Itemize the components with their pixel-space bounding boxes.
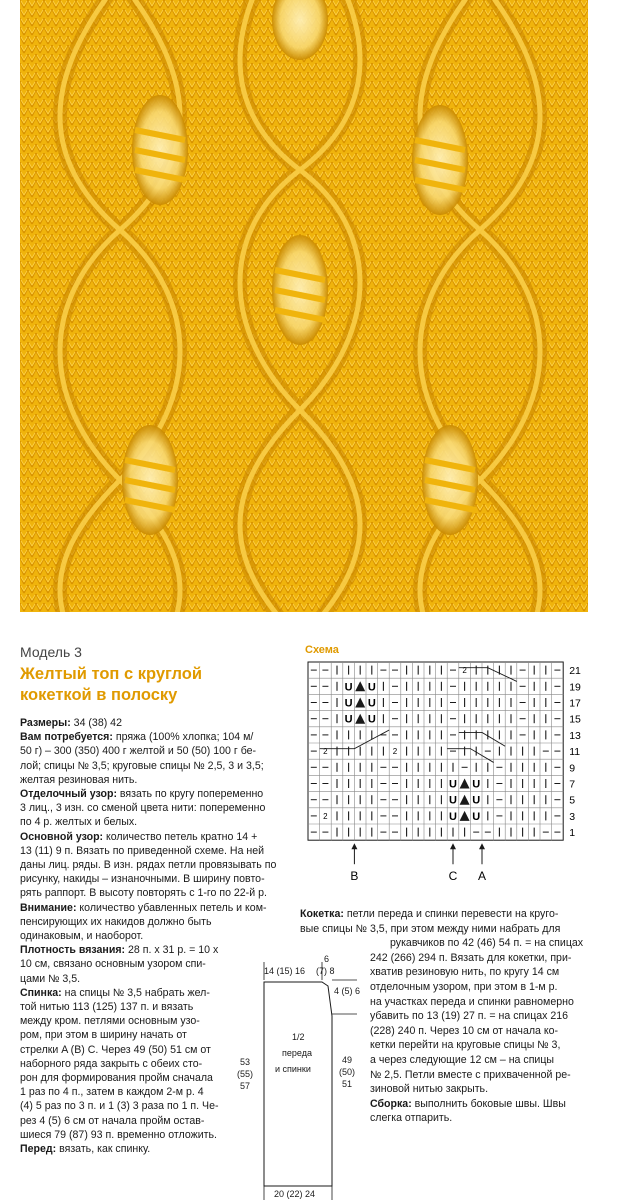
- text-line: количество петель кратно 14 +: [103, 830, 258, 843]
- row-number: 1: [569, 827, 576, 840]
- arrow-label-a: A: [477, 869, 487, 884]
- assembly-label: Сборка:: [370, 1097, 412, 1110]
- materials-label: Вам потребуется:: [20, 731, 113, 744]
- arrow-label-c: C: [448, 869, 458, 884]
- density-label: Плотность вязания:: [20, 944, 126, 957]
- cable-symbol: 2: [323, 811, 328, 821]
- yarn-over-symbol: U: [472, 778, 481, 791]
- text-line: между кром. петлями основным узо-: [20, 1015, 200, 1028]
- measure-armhole: 4 (5) 6: [334, 986, 361, 996]
- text-line: кетки перейти на круговые спицы № 3,: [370, 1039, 561, 1052]
- arrow-head: [351, 843, 357, 849]
- text-line: вязать по кругу попеременно: [116, 788, 264, 801]
- text-line: слегка отпарить.: [370, 1112, 453, 1125]
- row-number: 5: [569, 794, 576, 807]
- front-text: вязать, как спинку.: [56, 1143, 151, 1156]
- cable-symbol: 2: [392, 747, 398, 757]
- text-line: 3 лиц., 3 изн. со сменой цвета нити: попеременно: [20, 802, 266, 815]
- yoke-label: Кокетка:: [300, 908, 344, 920]
- row-number: 13: [569, 729, 581, 742]
- pattern-label-line: 1/2: [292, 1032, 305, 1042]
- text-line: рон для формирования пройм сначала: [20, 1072, 213, 1085]
- text-line: желтая резиновая нить.: [20, 773, 138, 786]
- yarn-over-symbol: U: [344, 713, 353, 726]
- sizes-label: Размеры:: [20, 717, 71, 729]
- measure-shoulder-b: (7) 8: [316, 966, 335, 976]
- text-line: рисунку, накиды – изнаночными. В ширину повто-: [20, 873, 265, 886]
- yarn-over-symbol: U: [367, 713, 376, 726]
- back-paragraph: [20, 986, 225, 1142]
- text-line: рять раппорт. В высоту повторять с 1-го по 22-й р.: [20, 887, 267, 900]
- arrow-head: [479, 843, 485, 849]
- measure-left-a: 53: [240, 1057, 251, 1067]
- text-line: на спицы № 3,5 набрать жел-: [61, 986, 210, 999]
- text-line: 50 г) – 300 (350) 400 г желтой и 50 (50) 100 г бе-: [20, 745, 257, 758]
- garment-schematic: [232, 950, 367, 1200]
- row-number: 11: [569, 746, 581, 759]
- text-line: 10 см, связано основным узором спи-: [20, 958, 206, 971]
- swatch-photo: [20, 0, 588, 612]
- text-line: по 4 р. желтых и белых.: [20, 816, 138, 829]
- text-line: выполнить боковые швы. Швы: [411, 1097, 566, 1110]
- text-line: количество убавленных петель и ком-: [76, 901, 267, 914]
- measure-shoulder-a: 6: [324, 954, 330, 964]
- text-line: пряжа (100% хлопка; 104 м/: [112, 731, 254, 744]
- row-number: 9: [569, 762, 576, 775]
- text-line: (4) 5 раз по 3 п. и 1 (3) 3 раза по 1 п. Че-: [20, 1100, 219, 1113]
- sizes-paragraph: [20, 716, 292, 730]
- cable-symbol: 2: [323, 747, 328, 757]
- knit-texture-image: [20, 0, 588, 612]
- text-line: вые спицы № 3,5, при этом между ними набрать для: [300, 922, 561, 935]
- text-line: стрелки A (B) C. Через 49 (50) 51 см от: [20, 1043, 211, 1056]
- yarn-over-symbol: U: [449, 810, 457, 823]
- attention-label: Внимание:: [20, 901, 77, 914]
- text-line: пенсирующих их накидов должно быть: [20, 915, 212, 928]
- materials-paragraph: [20, 730, 292, 787]
- main-label: Основной узор:: [20, 830, 104, 843]
- measure-left-b: (55): [237, 1069, 254, 1079]
- page-title: [20, 664, 280, 706]
- pattern-outline: [264, 982, 332, 1186]
- finish-label: Отделочный узор:: [20, 788, 117, 801]
- yarn-over-symbol: U: [449, 778, 457, 791]
- row-number: 21: [569, 665, 581, 678]
- yarn-over-symbol: U: [344, 697, 353, 710]
- text-line: цами № 3,5.: [20, 972, 81, 985]
- text-line: наборного ряда закрыть с обеих сто-: [20, 1057, 203, 1070]
- measure-bottom-width: 20 (22) 24: [274, 1189, 316, 1199]
- title-line: Желтый топ с круглой: [20, 665, 202, 683]
- yarn-over-symbol: U: [449, 794, 457, 807]
- text-line: № 2,5. Петли вместе с прихваченной ре-: [370, 1068, 571, 1081]
- scheme-label: Схема: [305, 644, 339, 656]
- measure-top-width: 14 (15) 16: [264, 966, 306, 976]
- yarn-over-symbol: U: [367, 681, 376, 694]
- text-line: отделочным узором, при этом в 1-м р.: [370, 980, 558, 993]
- model-number: Модель 3: [20, 644, 82, 660]
- back-label: Спинка:: [20, 986, 62, 999]
- text-line: петли переда и спинки перевести на круго-: [343, 908, 559, 920]
- measure-right-b: (50): [339, 1067, 356, 1077]
- measure-right-a: 49: [342, 1055, 353, 1065]
- knitting-chart: [300, 658, 590, 886]
- arrow-label-b: B: [350, 869, 359, 884]
- text-line: той нитью 113 (125) 137 п. и вязать: [20, 1001, 194, 1014]
- text-line: 242 (266) 294 п. Вязать для кокетки, при-: [370, 951, 572, 964]
- text-line: ром, при этом в ширину начать от: [20, 1029, 187, 1042]
- front-label: Перед:: [20, 1143, 57, 1156]
- text-line: 1 раз по 4 п., затем в каждом 2-м р. 4: [20, 1086, 204, 1099]
- sizes-text: 34 (38) 42: [70, 717, 122, 729]
- row-number: 3: [569, 810, 576, 823]
- text-line: на участках переда и спинки равномерно: [370, 995, 574, 1008]
- row-number: 17: [569, 697, 581, 710]
- pattern-label-line: и спинки: [275, 1064, 311, 1074]
- yarn-over-symbol: U: [367, 697, 376, 710]
- text-line: 28 п. x 31 р. = 10 x: [125, 944, 219, 957]
- text-line: лой; спицы № 3,5; круговые спицы № 2,5, 3 и 3,5;: [20, 759, 264, 772]
- measure-left-c: 57: [240, 1081, 251, 1091]
- cable-symbol: 2: [462, 666, 467, 676]
- finish-pattern-paragraph: [20, 787, 292, 830]
- row-number: 15: [569, 713, 581, 726]
- text-line: шиеся 79 (87) 93 п. временно отложить.: [20, 1128, 217, 1141]
- text-line: зиновой нитью закрыть.: [370, 1083, 489, 1096]
- title-line: кокеткой в полоску: [20, 686, 178, 704]
- row-number: 7: [569, 778, 576, 791]
- pattern-label-line: переда: [282, 1048, 312, 1058]
- attention-paragraph: [20, 901, 292, 944]
- yarn-over-symbol: U: [472, 810, 481, 823]
- text-line: даны лиц. ряды. В изн. рядах петли провязывать по: [20, 859, 277, 872]
- text-line: рез 4 (5) 6 см от начала пройм остав-: [20, 1114, 205, 1127]
- text-line: хватив резиновую нить, по кругу 14 см: [370, 966, 560, 979]
- arrow-head: [450, 843, 456, 849]
- text-line: (228) 240 п. Через 10 см от начала ко-: [370, 1024, 559, 1037]
- text-line: а через следующие 12 см – на спицы: [370, 1053, 555, 1066]
- main-pattern-paragraph: [20, 830, 292, 901]
- measure-right-c: 51: [342, 1079, 353, 1089]
- text-line: одинаковым, и наоборот.: [20, 930, 144, 943]
- yarn-over-symbol: U: [344, 681, 353, 694]
- text-line: 13 (11) 9 п. Вязать по приведенной схеме. На ней: [20, 844, 265, 857]
- yarn-over-symbol: U: [472, 794, 481, 807]
- row-number: 19: [569, 681, 581, 694]
- text-line: убавить по 13 (19) 27 п. = на спицах 216: [370, 1010, 569, 1023]
- text-line: рукавчиков по 42 (46) 54 п. = на спицах: [390, 937, 584, 950]
